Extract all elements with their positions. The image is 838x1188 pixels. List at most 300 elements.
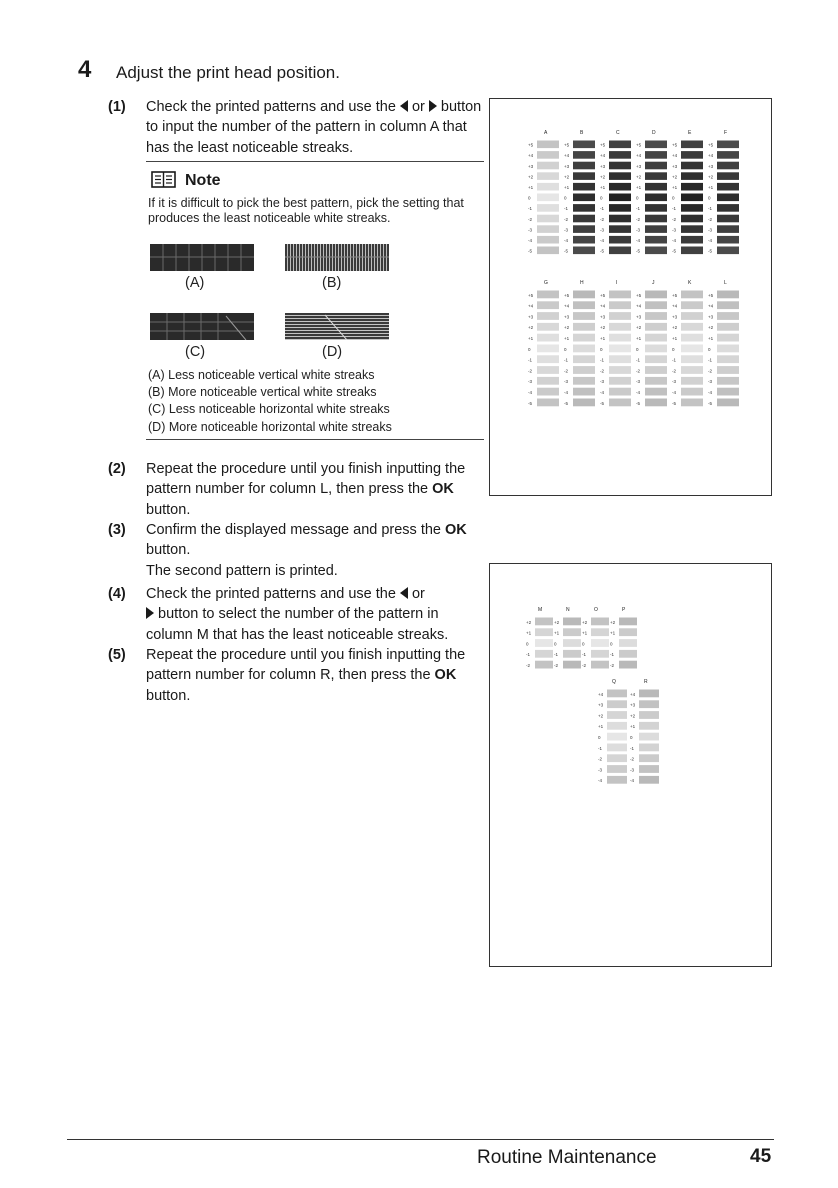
pattern-swatch — [645, 183, 667, 191]
pattern-swatch — [573, 194, 595, 202]
pattern-row-label: -2 — [600, 216, 605, 222]
pattern-row-label: +2 — [528, 174, 534, 180]
pattern-swatch — [645, 247, 667, 255]
pattern-row-label: 0 — [630, 735, 633, 740]
pattern-swatch — [537, 215, 559, 223]
pattern-swatch — [639, 711, 659, 719]
pattern-row-label: +1 — [672, 336, 678, 341]
pattern-row-label: +3 — [564, 314, 570, 320]
legend-line: (B) More noticeable vertical white streaks — [148, 385, 377, 400]
pattern-swatch — [609, 377, 631, 385]
pattern-column-label: M — [538, 607, 543, 613]
pattern-swatch — [609, 345, 631, 353]
pattern-swatch — [717, 162, 739, 170]
pattern-swatch — [573, 377, 595, 385]
pattern-row-label: -1 — [630, 745, 635, 751]
pattern-swatch — [639, 700, 659, 708]
pattern-swatch — [717, 291, 739, 299]
pattern-swatch — [537, 151, 559, 159]
pattern-row-label: +4 — [708, 303, 714, 309]
sample-label-d: (D) — [322, 344, 343, 360]
pattern-row-label: +1 — [564, 336, 570, 341]
pattern-swatch — [573, 301, 595, 309]
pattern-column-label: E — [688, 130, 692, 136]
pattern-row-label: +2 — [564, 325, 570, 331]
pattern-row-label: -4 — [600, 238, 605, 243]
pattern-row-label: -5 — [600, 248, 605, 254]
pattern-swatch — [717, 355, 739, 363]
pattern-row-label: 0 — [672, 346, 675, 352]
pattern-row-label: -3 — [708, 379, 713, 385]
pattern-swatch — [607, 754, 627, 762]
pattern-row-label: -2 — [526, 663, 531, 668]
item-text: Confirm the displayed message and press the OK button. The second pattern is printed. — [146, 522, 467, 579]
pattern-row-label: -2 — [672, 216, 677, 222]
pattern-row-label: 0 — [708, 195, 711, 201]
pattern-swatch — [717, 388, 739, 396]
pattern-row-label: -1 — [708, 357, 713, 363]
pattern-row-label: -4 — [600, 390, 605, 395]
pattern-swatch — [607, 711, 627, 719]
pattern-swatch — [607, 700, 627, 708]
pattern-swatch — [609, 225, 631, 233]
pattern-swatch — [681, 301, 703, 309]
pattern-row-label: +2 — [610, 619, 616, 625]
pattern-row-label: -1 — [598, 745, 603, 751]
pattern-row-label: -1 — [636, 357, 641, 363]
note-legend — [148, 367, 478, 436]
pattern-row-label: -4 — [564, 238, 569, 243]
pattern-row-label: +3 — [636, 314, 642, 320]
pattern-swatch — [609, 172, 631, 180]
pattern-row-label: -1 — [672, 357, 677, 363]
pattern-row-label: +1 — [526, 630, 532, 636]
pattern-row-label: +2 — [672, 174, 678, 180]
pattern-swatch — [681, 355, 703, 363]
pattern-swatch — [639, 776, 659, 784]
pattern-swatch — [609, 236, 631, 244]
pattern-row-label: -2 — [554, 663, 559, 668]
pattern-row-label: +1 — [708, 336, 714, 341]
pattern-swatch — [645, 355, 667, 363]
pattern-swatch — [609, 162, 631, 170]
pattern-column-label: K — [688, 280, 692, 286]
pattern-swatch — [639, 722, 659, 730]
pattern-row-label: -1 — [636, 206, 641, 212]
pattern-row-label: +2 — [672, 325, 678, 331]
pattern-row-label: 0 — [598, 735, 601, 740]
pattern-row-label: -5 — [564, 248, 569, 254]
pattern-row-label: +4 — [564, 303, 570, 309]
pattern-row-label: +5 — [528, 292, 534, 298]
pattern-row-label: +4 — [564, 153, 570, 159]
pattern-swatch — [563, 650, 581, 658]
pattern-swatch — [717, 399, 739, 407]
pattern-swatch — [537, 355, 559, 363]
pattern-swatch — [607, 690, 627, 698]
pattern-row-label: -3 — [598, 767, 603, 773]
pattern-row-label: +1 — [528, 185, 534, 190]
pattern-swatch — [591, 639, 609, 647]
pattern-swatch — [619, 639, 637, 647]
pattern-row-label: -4 — [564, 390, 569, 395]
pattern-column-label: C — [616, 130, 620, 136]
pattern-swatch — [717, 247, 739, 255]
pattern-swatch — [537, 183, 559, 191]
pattern-swatch — [645, 172, 667, 180]
pattern-row-label: -3 — [708, 227, 713, 233]
pattern-swatch — [573, 204, 595, 212]
sample-label-b: (B) — [322, 275, 342, 291]
pattern-swatch — [645, 291, 667, 299]
pattern-swatch — [591, 650, 609, 658]
step-title: Adjust the print head position. — [116, 63, 340, 82]
pattern-column-label: R — [644, 679, 648, 685]
pattern-swatch — [609, 399, 631, 407]
pattern-row-label: -1 — [526, 652, 531, 658]
pattern-row-label: -3 — [600, 227, 605, 233]
pattern-swatch — [619, 661, 637, 669]
pattern-row-label: +5 — [636, 142, 642, 148]
right-arrow-icon — [429, 100, 437, 112]
pattern-swatch — [609, 141, 631, 149]
sample-pattern-b — [285, 244, 389, 271]
pattern-column-label: F — [724, 130, 728, 136]
pattern-swatch — [537, 172, 559, 180]
pattern-row-label: +3 — [708, 314, 714, 320]
pattern-column-label: J — [652, 280, 655, 286]
pattern-swatch — [607, 744, 627, 752]
pattern-row-label: 0 — [564, 346, 567, 352]
pattern-row-label: 0 — [600, 346, 603, 352]
pattern-swatch — [717, 345, 739, 353]
pattern-swatch — [573, 162, 595, 170]
pattern-swatch — [645, 345, 667, 353]
pattern-row-label: -2 — [636, 216, 641, 222]
pattern-swatch — [681, 215, 703, 223]
pattern-row-label: 0 — [672, 195, 675, 201]
pattern-swatch — [645, 312, 667, 320]
pattern-column-label: D — [652, 130, 656, 136]
legend-line: (C) Less noticeable horizontal white streaks — [148, 402, 390, 417]
pattern-column-label: P — [622, 607, 626, 613]
pattern-row-label: -4 — [528, 390, 533, 395]
pattern-swatch — [717, 334, 739, 342]
pattern-swatch — [681, 377, 703, 385]
pattern-swatch — [609, 215, 631, 223]
pattern-row-label: -4 — [708, 238, 713, 243]
pattern-row-label: +3 — [600, 314, 606, 320]
pattern-row-label: +3 — [528, 163, 534, 169]
pattern-swatch — [717, 366, 739, 374]
pattern-row-label: +3 — [528, 314, 534, 320]
pattern-swatch — [607, 776, 627, 784]
pattern-swatch — [681, 194, 703, 202]
pattern-row-label: -1 — [600, 206, 605, 212]
pattern-row-label: +5 — [600, 292, 606, 298]
pattern-swatch — [645, 377, 667, 385]
pattern-swatch — [609, 388, 631, 396]
pattern-swatch — [717, 312, 739, 320]
pattern-swatch — [573, 366, 595, 374]
pattern-row-label: -3 — [564, 379, 569, 385]
footer-rule — [67, 1139, 774, 1140]
pattern-row-label: +2 — [582, 619, 588, 625]
pattern-swatch — [573, 183, 595, 191]
pattern-row-label: +3 — [636, 163, 642, 169]
item-number: (5) — [108, 647, 126, 663]
pattern-column-label: I — [616, 280, 618, 286]
pattern-swatch — [717, 215, 739, 223]
pattern-swatch — [537, 291, 559, 299]
pattern-row-label: 0 — [528, 195, 531, 201]
pattern-row-label: +5 — [636, 292, 642, 298]
pattern-swatch — [681, 312, 703, 320]
pattern-swatch — [681, 172, 703, 180]
pattern-row-label: -4 — [630, 778, 635, 784]
note-text: If it is difficult to pick the best pattern, pick the setting that produces the least noticeable white streaks. — [148, 196, 464, 225]
pattern-row-label: 0 — [564, 195, 567, 201]
pattern-swatch — [609, 366, 631, 374]
pattern-swatch — [645, 215, 667, 223]
page-number: 45 — [750, 1146, 772, 1167]
pattern-swatch — [537, 312, 559, 320]
pattern-row-label: -4 — [672, 390, 677, 395]
instruction-item-2 — [108, 459, 483, 521]
pattern-swatch — [717, 323, 739, 331]
legend-line: (A) Less noticeable vertical white streaks — [148, 368, 375, 382]
pattern-swatch — [573, 323, 595, 331]
pattern-column-label: L — [724, 280, 727, 286]
pattern-row-label: +2 — [600, 325, 606, 331]
pattern-row-label: -2 — [528, 368, 533, 374]
pattern-swatch — [681, 366, 703, 374]
pattern-row-label: -2 — [564, 368, 569, 374]
pattern-row-label: +3 — [600, 163, 606, 169]
item-text: Check the printed patterns and use the or button to input the number of the pattern in column A that has the least noticeable streaks. — [146, 99, 482, 156]
pattern-swatch — [609, 355, 631, 363]
instruction-item-5 — [108, 645, 483, 707]
pattern-swatch — [717, 204, 739, 212]
pattern-row-label: +5 — [528, 142, 534, 148]
pattern-row-label: +4 — [528, 153, 534, 159]
pattern-swatch — [609, 291, 631, 299]
pattern-row-label: -3 — [672, 379, 677, 385]
pattern-column-label: A — [544, 130, 548, 136]
pattern-row-label: +3 — [708, 163, 714, 169]
pattern-swatch — [537, 388, 559, 396]
note-title: Note — [185, 172, 221, 189]
left-arrow-icon — [400, 100, 408, 112]
pattern-swatch — [681, 204, 703, 212]
pattern-row-label: -5 — [528, 248, 533, 254]
pattern-swatch — [535, 650, 553, 658]
left-arrow-icon — [400, 587, 408, 599]
pattern-swatch — [639, 744, 659, 752]
note-book-icon — [151, 171, 176, 188]
pattern-swatch — [535, 661, 553, 669]
pattern-swatch — [573, 215, 595, 223]
note-rule-bottom — [146, 439, 484, 440]
pattern-row-label: -4 — [636, 238, 641, 243]
pattern-row-label: +3 — [672, 163, 678, 169]
pattern-swatch — [681, 291, 703, 299]
pattern-swatch — [591, 628, 609, 636]
pattern-row-label: -5 — [708, 400, 713, 406]
pattern-swatch — [563, 639, 581, 647]
pattern-row-label: +1 — [610, 630, 616, 636]
pattern-sheet-2-graphic — [490, 564, 771, 966]
right-arrow-icon — [146, 607, 154, 619]
sample-label-a: (A) — [185, 275, 205, 291]
pattern-swatch — [537, 194, 559, 202]
pattern-row-label: 0 — [636, 346, 639, 352]
pattern-swatch — [717, 236, 739, 244]
pattern-row-label: +1 — [708, 185, 714, 190]
pattern-swatch — [619, 618, 637, 626]
pattern-swatch — [537, 323, 559, 331]
pattern-swatch — [563, 618, 581, 626]
pattern-swatch — [609, 194, 631, 202]
pattern-swatch — [573, 355, 595, 363]
pattern-swatch — [645, 388, 667, 396]
pattern-swatch — [573, 334, 595, 342]
pattern-row-label: -3 — [528, 227, 533, 233]
pattern-row-label: -1 — [554, 652, 559, 658]
pattern-row-label: +5 — [564, 142, 570, 148]
pattern-swatch — [609, 204, 631, 212]
pattern-row-label: 0 — [610, 641, 613, 647]
pattern-row-label: 0 — [708, 346, 711, 352]
pattern-column-label: B — [580, 130, 584, 136]
pattern-row-label: +4 — [636, 153, 642, 159]
pattern-row-label: -5 — [636, 400, 641, 406]
pattern-row-label: -5 — [672, 400, 677, 406]
pattern-swatch — [591, 661, 609, 669]
pattern-swatch — [717, 172, 739, 180]
pattern-row-label: +4 — [600, 153, 606, 159]
pattern-row-label: -1 — [708, 206, 713, 212]
pattern-row-label: -1 — [610, 652, 615, 658]
pattern-swatch — [609, 312, 631, 320]
pattern-row-label: -3 — [528, 379, 533, 385]
pattern-swatch — [537, 204, 559, 212]
pattern-swatch — [537, 399, 559, 407]
pattern-row-label: -4 — [672, 238, 677, 243]
pattern-swatch — [717, 151, 739, 159]
pattern-row-label: +5 — [564, 292, 570, 298]
sample-pattern-a — [150, 244, 254, 271]
pattern-row-label: +4 — [672, 153, 678, 159]
pattern-column-label: H — [580, 280, 584, 286]
pattern-row-label: +1 — [672, 185, 678, 190]
pattern-swatch — [717, 377, 739, 385]
pattern-swatch — [717, 301, 739, 309]
pattern-row-label: +4 — [630, 691, 636, 697]
pattern-swatch — [645, 366, 667, 374]
pattern-swatch — [681, 388, 703, 396]
pattern-swatch — [645, 301, 667, 309]
pattern-swatch — [537, 345, 559, 353]
pattern-row-label: -5 — [708, 248, 713, 254]
pattern-row-label: -2 — [598, 756, 603, 762]
pattern-swatch — [573, 225, 595, 233]
pattern-swatch — [537, 141, 559, 149]
pattern-row-label: +3 — [630, 702, 636, 708]
pattern-swatch — [639, 765, 659, 773]
pattern-swatch — [537, 236, 559, 244]
pattern-row-label: +1 — [636, 185, 642, 190]
item-number: (3) — [108, 522, 126, 538]
pattern-swatch — [681, 141, 703, 149]
pattern-row-label: 0 — [636, 195, 639, 201]
item-number: (1) — [108, 99, 126, 115]
pattern-row-label: 0 — [528, 346, 531, 352]
pattern-row-label: -2 — [564, 216, 569, 222]
pattern-row-label: -3 — [636, 227, 641, 233]
pattern-swatch — [573, 141, 595, 149]
pattern-row-label: -5 — [636, 248, 641, 254]
pattern-swatch — [645, 323, 667, 331]
pattern-swatch — [563, 628, 581, 636]
pattern-row-label: -1 — [564, 357, 569, 363]
pattern-row-label: +1 — [600, 336, 606, 341]
pattern-row-label: +1 — [528, 336, 534, 341]
pattern-swatch — [573, 291, 595, 299]
pattern-swatch — [537, 225, 559, 233]
pattern-row-label: -2 — [600, 368, 605, 374]
alignment-pattern-sheet-1 — [489, 98, 772, 496]
pattern-swatch — [681, 183, 703, 191]
pattern-swatch — [535, 639, 553, 647]
pattern-row-label: -1 — [528, 357, 533, 363]
pattern-row-label: +4 — [598, 691, 604, 697]
pattern-row-label: +1 — [636, 336, 642, 341]
pattern-swatch — [537, 377, 559, 385]
pattern-row-label: 0 — [526, 641, 529, 647]
pattern-column-label: N — [566, 607, 570, 613]
pattern-row-label: -2 — [630, 756, 635, 762]
pattern-swatch — [639, 754, 659, 762]
pattern-row-label: 0 — [554, 641, 557, 647]
pattern-row-label: +2 — [554, 619, 560, 625]
pattern-swatch — [645, 399, 667, 407]
pattern-row-label: +2 — [636, 174, 642, 180]
pattern-row-label: +5 — [708, 292, 714, 298]
pattern-swatch — [609, 334, 631, 342]
pattern-row-label: +4 — [672, 303, 678, 309]
pattern-swatch — [645, 225, 667, 233]
pattern-swatch — [607, 733, 627, 741]
pattern-row-label: -3 — [564, 227, 569, 233]
pattern-swatch — [681, 334, 703, 342]
pattern-row-label: 0 — [600, 195, 603, 201]
pattern-swatch — [609, 301, 631, 309]
pattern-row-label: -5 — [672, 248, 677, 254]
pattern-swatch — [609, 247, 631, 255]
pattern-row-label: -2 — [708, 216, 713, 222]
pattern-row-label: +3 — [672, 314, 678, 320]
pattern-swatch — [645, 204, 667, 212]
item-text: Repeat the procedure until you finish inputting the pattern number for column R, then press the OK button. — [146, 647, 466, 704]
pattern-row-label: -3 — [600, 379, 605, 385]
pattern-swatch — [573, 388, 595, 396]
pattern-swatch — [607, 765, 627, 773]
sample-pattern-d — [285, 313, 389, 340]
pattern-row-label: +4 — [708, 153, 714, 159]
pattern-swatch — [563, 661, 581, 669]
pattern-row-label: -1 — [672, 206, 677, 212]
